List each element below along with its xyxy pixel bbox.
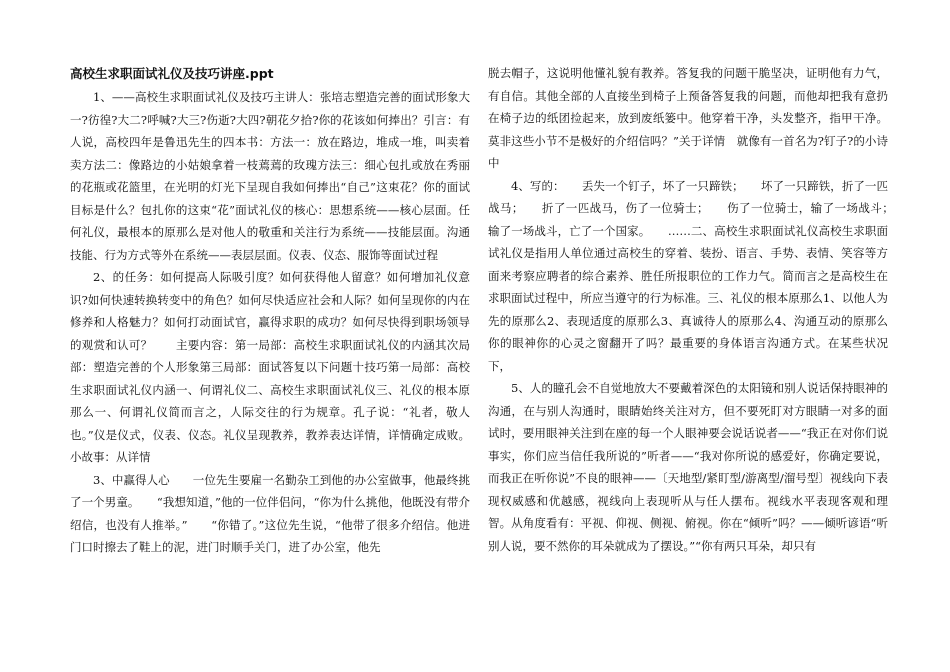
paragraph-2: 2、的任务：如何提高人际吸引度？如何获得他人留意？如何增加礼仪意识?如何快速转换转变中的角色？如何尽快适应社会和人际？如何呈现你的内在修养和人格魅力？如何打动面试官，赢得求职的成功？如何尽快得到职场领导的观赏和认可？ 主要内容：第一局部：高校生求职面试礼仪的内涵其次局部：塑造完善的个人形象第三局部：面试答复以下问题十技巧第一局部：高校生求职面试礼仪内涵一、何谓礼仪二、高校生求职面试礼仪三、礼仪的根本原那么一、何谓礼仪简而言之，人际交往的行为规章。孔子说：“礼者，敬人也。”仪是仪式，仪表、仪态。礼仪呈现教养，教养表达详情，详情确定成败。小故事：从详情 (70, 270, 470, 464)
paragraph-1: 1、——高校生求职面试礼仪及技巧主讲人：张培志塑造完善的面试形象大一?彷徨?大二?呼喊?大三?伤逝?大四?朝花夕拾?你的花该如何捧出？引言：有人说，高校四年是鲁迅先生的四本书：方法一：放在路边，堆成一堆，叫卖着卖方法二：像路边的小姑娘拿着一枝蔫蔫的玫瑰方法三：细心包扎或放在秀丽的花瓶或花篮里，在光明的灯光下呈现自我如何捧出“自己”这束花？你的面试目标是什么？包扎你的这束“花”面试礼仪的核心：思想系统——核心层面。任何礼仪，最根本的原那么是对他人的敬重和关注行为系统——技能层面。沟通技能、行为方式等外在系统——表层层面。仪表、仪态、服饰等面试过程 (70, 90, 470, 262)
left-column (70, 62, 470, 559)
paragraph-3-continued: 脱去帽子，这说明他懂礼貌有教养。答复我的问题干脆坚决，证明他有力气，有自信。其他全部的人直接坐到椅子上预备答复我的问题，而他却把我有意扔在椅子边的纸团捡起来，放到废纸篓中。他穿着干净，头发整齐，指甲干净。莫非这些小节不是极好的介绍信吗？”关于详情 就像有一首名为?钉子?的小诗中 (488, 66, 888, 170)
paragraph-4: 4、写的： 丢失一个钉子，坏了一只蹄铁； 坏了一只蹄铁，折了一匹战马； 折了一匹战马，伤了一位骑士； 伤了一位骑士，输了一场战斗； 输了一场战斗，亡了一个国家。 ……二、高校生求职面试礼仪高校生求职面试礼仪是指用人单位通过高校生的穿着、装扮、语言、手势、表情、笑容等方面来考察应聘者的综合素养、胜任所报职位的工作力气。简而言之是高校生在求职面试过程中，所应当遵守的行为标准。三、礼仪的根本原那么1、以他人为先的原那么2、表现适度的原那么3、真诚待人的原那么4、沟通互动的原那么你的眼神你的心灵之窗翻开了吗？最重要的身体语言沟通方式。在某些状况下， (488, 178, 911, 373)
paragraph-5: 5、人的瞳孔会不自觉地放大不要戴着深色的太阳镜和别人说话保持眼神的沟通，在与别人沟通时，眼睛始终关注对方，但不要死盯对方眼睛一对多的面试时，要用眼神关注到在座的每一个人眼神要会说话说者——“我正在对你们说事实，你们应当信任我所说的”听者——“我对你所说的感爱好，你确定要说，而我正在听你说”不良的眼神——〔天地型/紧盯型/游离型/溜号型〕视线向下表现权威感和优越感，视线向上表现听从与任人摆布。视线水平表现客观和理智。从角度看有：平视、仰视、侧视、俯视。你在“倾听”吗？——倾听谚语“听别人说，要不然你的耳朵就成为了摆设。”“你有两只耳朵，却只有 (488, 381, 888, 553)
paragraph-3: 3、中赢得人心 一位先生要雇一名勤杂工到他的办公室做事，他最终挑了一个男童。 “我想知道，”他的一位伴侣问，“你为什么挑他，他既没有带介绍信，也没有人推举。” “你错了。”这位先生说，“他带了很多介绍信。他进门口时擦去了鞋上的泥，进门时顺手关门，进了办公室，他先 (70, 472, 470, 554)
document-title: 高校生求职面试礼仪及技巧讲座.ppt (70, 66, 274, 81)
right-column (488, 62, 911, 557)
